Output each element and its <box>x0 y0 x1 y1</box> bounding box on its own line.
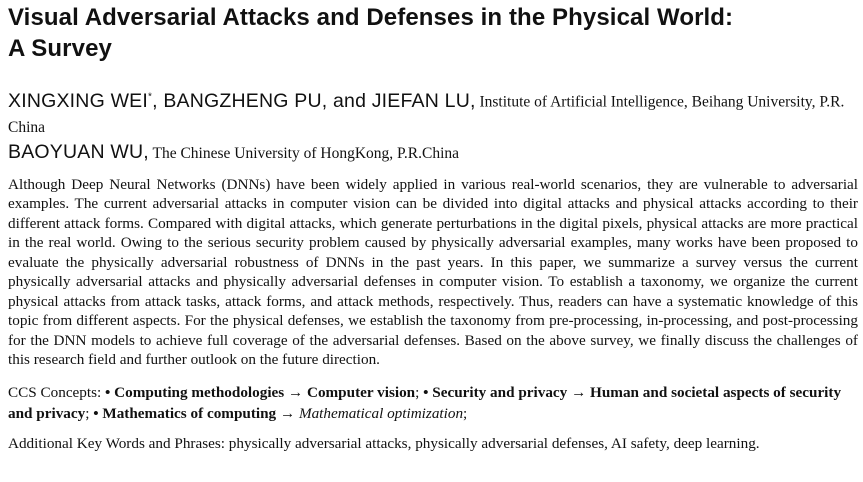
keywords-text: Additional Key Words and Phrases: physically adversarial attacks, physically adversarial defenses, AI safety, deep learning. <box>8 434 760 452</box>
author-line-1 <box>8 84 858 140</box>
ccs-concept-3: • Mathematics of computing → <box>93 404 299 422</box>
paper-title <box>8 0 858 64</box>
ccs-concept-2: • Security and privacy → Human and societal aspects of security and privacy <box>8 383 842 422</box>
ccs-concept-1: • Computing methodologies → Computer vision <box>105 383 416 401</box>
author-names-1 <box>8 90 476 112</box>
paper-page <box>8 0 858 454</box>
ccs-label: CCS Concepts: <box>8 383 106 401</box>
affiliation-2: The Chinese University of HongKong, P.R.China <box>152 144 460 162</box>
author-names-2: BAOYUAN WU, <box>8 140 149 163</box>
author-line-2 <box>8 140 858 166</box>
abstract-text: Although Deep Neural Networks (DNNs) have been widely applied in various real-world scenarios, they are vulnerable to adversarial examples. The current adversarial attacks in computer vision can be divided into digital attacks and physical attacks according to their different attack forms. Compared with digital attacks, which generate perturbations in the digital pixels, physical attacks are more practical in the real world. Owing to the serious security problem caused by physically adversarial examples, many works have been proposed to evaluate the physically adversarial robustness of DNNs in the past years. In this paper, we summarize a survey versus the current physically adversarial attacks and physically adversarial defenses in computer vision. To establish a taxonomy, we organize the current physical attacks from attack tasks, attack forms, and attack methods, respectively. Thus, readers can have a systematic knowledge of this topic from different aspects. For the physical defenses, we establish the taxonomy from pre-processing, in-processing, and post-processing for the DNN models to achieve full coverage of the adversarial defenses. Based on the above survey, we finally discuss the challenges of this research field and further outlook on the future direction. <box>8 175 858 368</box>
ccs-sep-1: ; <box>415 383 424 401</box>
ccs-concept-3-leaf: Mathematical optimization <box>298 404 464 422</box>
corresponding-mark: * <box>148 91 153 102</box>
ccs-end: ; <box>463 404 468 422</box>
title-line-1: Visual Adversarial Attacks and Defenses in the Physical World: <box>8 4 734 31</box>
affiliation-1: Institute of Artificial Intelligence, Beihang University, P.R. China <box>8 93 845 136</box>
author-first: XINGXING WEI <box>8 89 148 112</box>
title-line-2: A Survey <box>8 35 112 62</box>
author-rest: , BANGZHENG PU, and JIEFAN LU, <box>152 89 476 112</box>
ccs-concepts <box>8 382 858 424</box>
author-block <box>8 84 858 166</box>
ccs-sep-2: ; <box>85 404 94 422</box>
